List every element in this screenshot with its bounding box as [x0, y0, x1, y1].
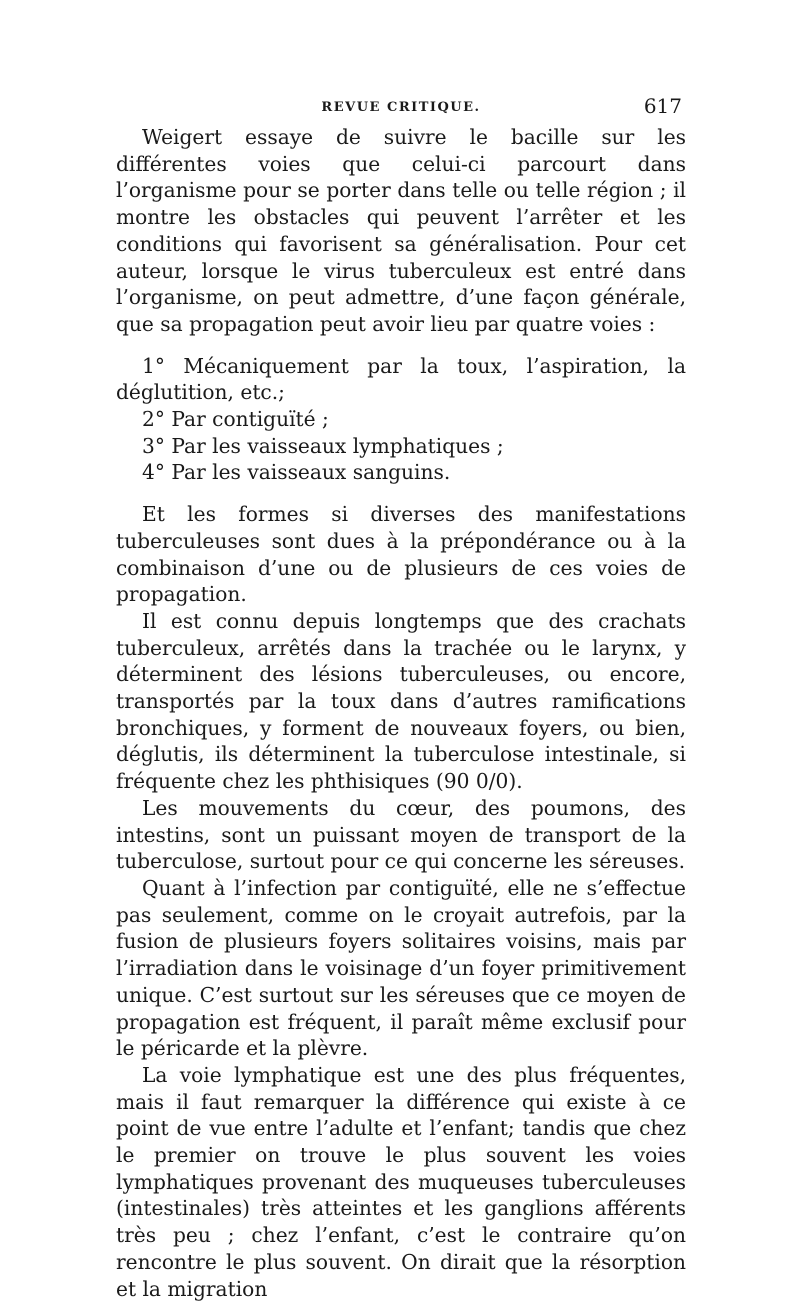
list-item-3: 3° Par les vaisseaux lymphatiques ; [142, 433, 504, 458]
body-text [116, 124, 686, 1302]
paragraph-crachats: Il est connu depuis longtemps que des crachats tuberculeux, arrêtés dans la trachée ou le larynx, y déterminent des lésions tuberculeuses, ou encore, transportés par la toux dans d’autres ramifications bronchiques, y forment de nouveaux foyers, ou bien, déglutis, ils déterminent la tuberculose intestinale, si fréquente chez les phthisiques (90 0/0). [116, 608, 686, 794]
paragraph-contiguite: Quant à l’infection par contiguïté, elle ne s’effectue pas seulement, comme on le croyait autrefois, par la fusion de plusieurs foyers solitaires voisins, mais par l’irradiation dans le voisinage d’un foyer primitivement unique. C’est surtout sur les séreuses que ce moyen de propagation est fréquent, il paraît même exclusif pour le péricarde et la plèvre. [116, 875, 686, 1061]
running-header [116, 92, 686, 122]
running-title: REVUE CRITIQUE. [321, 100, 481, 115]
paragraph-forms: Et les formes si diverses des manifestations tuberculeuses sont dues à la prépondérance ou à la combinaison d’une ou de plusieurs de ces voies de propagation. [116, 502, 686, 607]
spacer [116, 338, 686, 353]
paragraph-intro: Weigert essaye de suivre le bacille sur les différentes voies que celui-ci parcourt dans l’organisme pour se porter dans telle ou telle région ; il montre les obstacles qui peuvent l’arrêter et les conditions qui favorisent sa généralisation. Pour cet auteur, lorsque le virus tuberculeux est entré dans l’organisme, on peut admettre, d’une façon générale, que sa propagation peut avoir lieu par quatre voies : [116, 125, 686, 336]
list-item-4: 4° Par les vaisseaux sanguins. [142, 460, 451, 485]
propagation-list [116, 353, 686, 487]
list-item-2: 2° Par contiguïté ; [142, 407, 329, 432]
paragraph-lymphatique: La voie lymphatique est une des plus fréquentes, mais il faut remarquer la différence qui existe à ce point de vue entre l’adulte et l’enfant; tandis que chez le premier on trouve le plus souvent les voies lymphatiques provenant des muqueuses tuberculeuses (intestinales) très atteintes et les ganglions afférents très peu ; chez l’enfant, c’est le contraire qu’on rencontre le plus souvent. On dirait que la résorption et la migration [116, 1062, 686, 1301]
spacer [116, 486, 686, 501]
document-page [116, 92, 686, 1302]
list-item-1: 1° Mécaniquement par la toux, l’aspiration, la déglutition, etc.; [116, 353, 686, 405]
page-number: 617 [643, 94, 682, 118]
paragraph-mouvements: Les mouvements du cœur, des poumons, des intestins, sont un puissant moyen de transport de la tuberculose, surtout pour ce qui concerne les séreuses. [116, 795, 686, 874]
